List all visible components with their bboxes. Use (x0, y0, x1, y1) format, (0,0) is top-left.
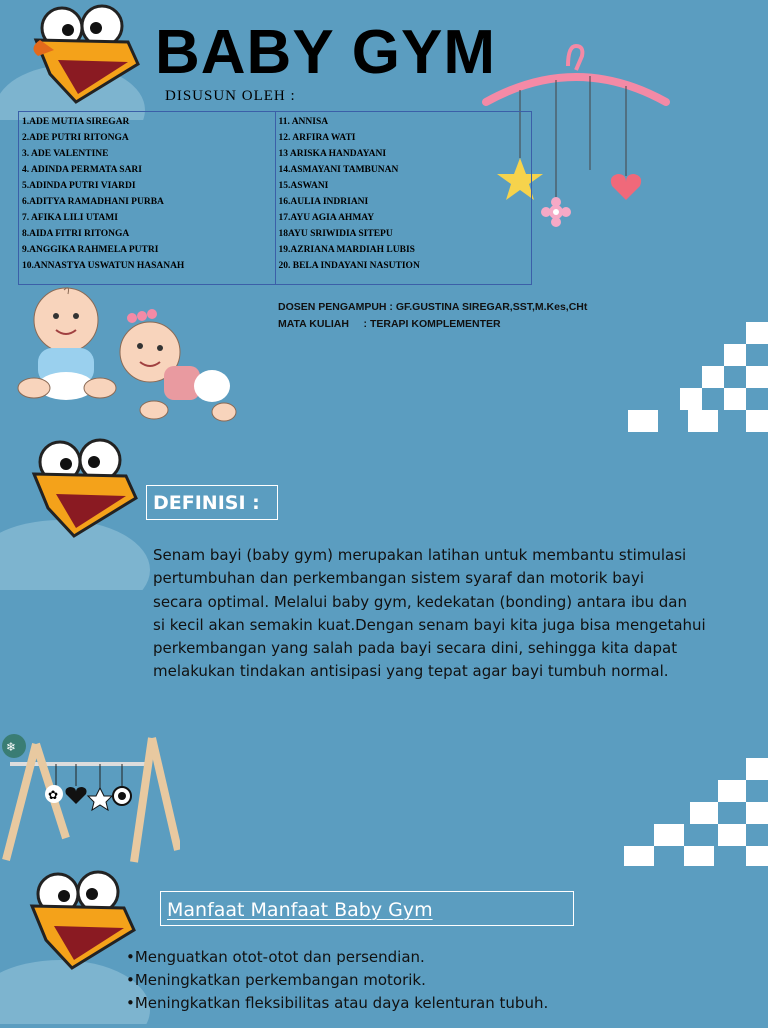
paragraph-line: Senam bayi (baby gym) merupakan latihan untuk membantu stimulasi (153, 546, 687, 564)
benefits-list (126, 946, 548, 1015)
member-name: 7. AFIKA LILI UTAMI (22, 213, 118, 223)
dosen-info (278, 299, 587, 333)
member-name: 5.ADINDA PUTRI VIARDI (22, 181, 136, 191)
manfaat-heading-text: Manfaat Manfaat Baby Gym (167, 899, 433, 921)
bird-mascot-icon (26, 438, 138, 538)
member-name: 4. ADINDA PERMATA SARI (22, 165, 142, 175)
bird-mascot-icon (24, 870, 136, 970)
page-title: BABY GYM (155, 18, 497, 87)
member-name: 3. ADE VALENTINE (22, 149, 109, 159)
member-name: 12. ARFIRA WATI (278, 133, 356, 143)
member-name: 11. ANNISA (278, 117, 329, 127)
member-name: 16.AULIA INDRIANI (278, 197, 369, 207)
members-column-right (275, 112, 532, 284)
paragraph-line: pertumbuhan dan perkembangan sistem syaraf dan motorik bayi (153, 569, 644, 588)
checker-decoration (624, 758, 768, 868)
benefit-item: •Menguatkan otot-otot dan persendian. (126, 948, 425, 966)
definisi-heading: DEFINISI : (146, 485, 278, 520)
member-name: 1.ADE MUTIA SIREGAR (22, 117, 130, 127)
member-name: 2.ADE PUTRI RITONGA (22, 133, 129, 143)
members-table (18, 111, 532, 285)
member-name: 10.ANNASTYA USWATUN HASANAH (22, 261, 185, 271)
play-gym-illustration (0, 730, 180, 870)
member-name: 9.ANGGIKA RAHMELA PUTRI (22, 245, 159, 255)
babies-illustration (14, 282, 240, 432)
member-name: 15.ASWANI (278, 181, 329, 191)
member-name: 8.AIDA FITRI RITONGA (22, 229, 130, 239)
subtitle: DISUSUN OLEH : (165, 88, 296, 104)
bird-mascot-icon (28, 4, 140, 104)
svg-text:✿: ✿ (48, 788, 59, 802)
paragraph-line: si kecil akan semakin kuat.Dengan senam bayi kita juga bisa mengetahui (153, 615, 706, 634)
member-name: 19.AZRIANA MARDIAH LUBIS (278, 245, 415, 255)
member-name: 17.AYU AGIA AHMAY (278, 213, 375, 223)
member-name: 20. BELA INDAYANI NASUTION (278, 261, 420, 271)
member-name: 18AYU SRIWIDIA SITEPU (278, 229, 393, 239)
member-name: 13 ARISKA HANDAYANI (278, 149, 387, 159)
member-name: 6.ADITYA RAMADHANI PURBA (22, 197, 164, 207)
matakuliah-line: MATA KULIAH : TERAPI KOMPLEMENTER (278, 318, 501, 330)
definisi-paragraph (153, 544, 733, 684)
benefit-item: •Meningkatkan perkembangan motorik. (126, 971, 426, 989)
benefit-item: •Meningkatkan fleksibilitas atau daya kelenturan tubuh. (126, 994, 549, 1012)
member-name: 14.ASMAYANI TAMBUNAN (278, 165, 399, 175)
paragraph-line: perkembangan yang salah pada bayi secara dini, sehingga kita dapat (153, 639, 678, 658)
svg-text:❄: ❄ (6, 740, 17, 754)
paragraph-line: secara optimal. Melalui baby gym, kedekatan (bonding) antara ibu dan (153, 592, 688, 611)
dosen-line: DOSEN PENGAMPUH : GF.GUSTINA SIREGAR,SST,M.Kes,CHt (278, 301, 588, 313)
members-column-left (19, 112, 275, 284)
paragraph-line: melakukan tindakan antisipasi yang tepat agar bayi tumbuh normal. (153, 662, 669, 681)
checker-decoration (628, 322, 768, 434)
manfaat-heading (160, 891, 574, 926)
